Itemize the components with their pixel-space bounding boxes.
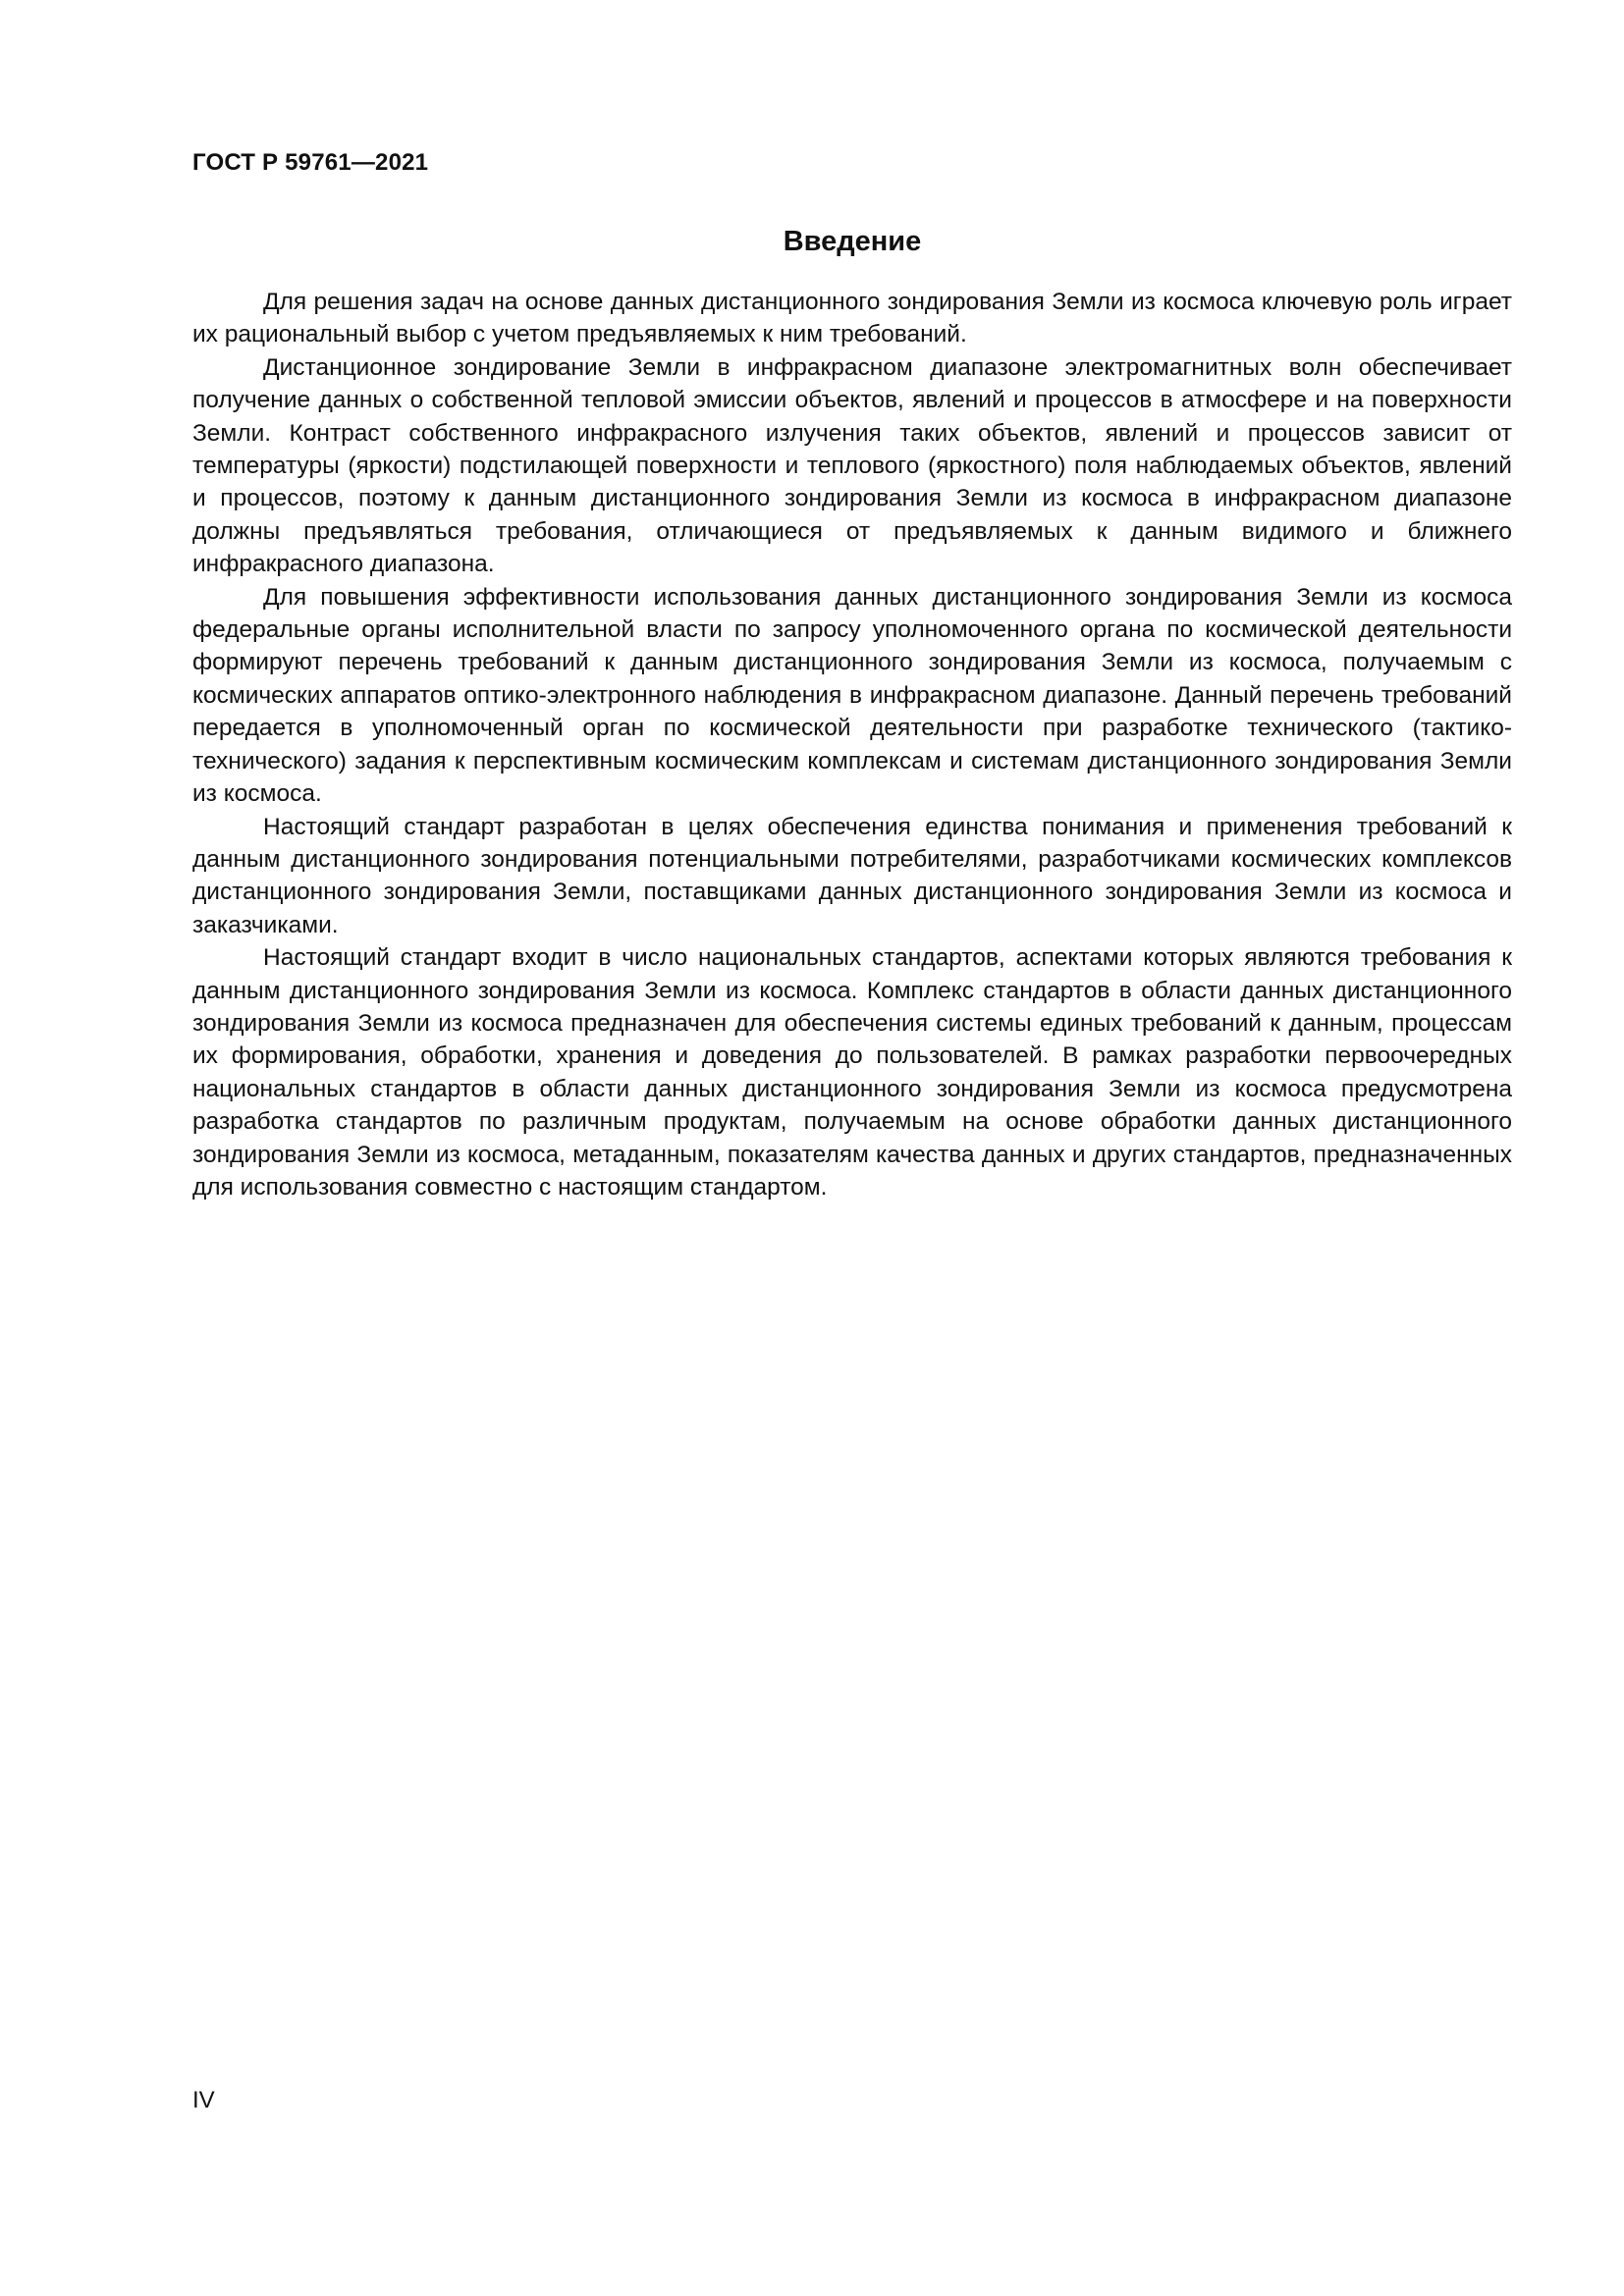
page-number: IV (192, 2087, 215, 2113)
document-standard-id: ГОСТ Р 59761—2021 (192, 149, 429, 176)
paragraph-2: Дистанционное зондирование Земли в инфракрасном диапазоне электромагнитных волн обеспечивает получение данных о собственной тепловой эмиссии объектов, явлений и процессов в атмосфере и на поверхности Земли. Контраст собственного инфракрасного излучения таких объектов, явлений и процессов зависит от температуры (яркости) подстилающей поверхности и теплового (яркостного) поля наблюдаемых объектов, явлений и процессов, поэтому к данным дистанционного зондирования Земли из космоса в инфракрасном диапазоне должны предъявляться требования, отличающиеся от предъявляемых к данным видимого и ближнего инфракрасного диапазона. (192, 353, 1512, 578)
introduction-body (192, 286, 1512, 1203)
paragraph-3: Для повышения эффективности использования данных дистанционного зондирования Земли из космоса федеральные органы исполнительной власти по запросу уполномоченного органа по космической деятельности формируют перечень требований к данным дистанционного зондирования Земли из космоса, получаемым с космических аппаратов оптико-электронного наблюдения в инфракрасном диапазоне. Данный перечень требований передается в уполномоченный орган по космической деятельности при разработке технического (тактико-технического) задания к перспективным космическим комплексам и системам дистанционного зондирования Земли из космоса. (192, 583, 1512, 808)
paragraph-5: Настоящий стандарт входит в число национальных стандартов, аспектами которых являются требования к данным дистанционного зондирования Земли из космоса. Комплекс стандартов в области данных дистанционного зондирования Земли из космоса предназначен для обеспечения системы единых требований к данным, процессам их формирования, обработки, хранения и доведения до пользователей. В рамках разработки первоочередных национальных стандартов в области данных дистанционного зондирования Земли из космоса предусмотрена разработка стандартов по различным продуктам, получаемым на основе обработки данных дистанционного зондирования Земли из космоса, метаданным, показателям качества данных и других стандартов, предназначенных для использования совместно с настоящим стандартом. (192, 944, 1512, 1201)
section-title: Введение (783, 226, 922, 257)
paragraph-1: Для решения задач на основе данных дистанционного зондирования Земли из космоса ключевую роль играет их рациональный выбор с учетом предъявляемых к ним требований. (192, 289, 1512, 348)
paragraph-4: Настоящий стандарт разработан в целях обеспечения единства понимания и применения требований к данным дистанционного зондирования потенциальными потребителями, разработчиками космических комплексов дистанционного зондирования Земли, поставщиками данных дистанционного зондирования Земли из космоса и заказчиками. (192, 813, 1512, 938)
